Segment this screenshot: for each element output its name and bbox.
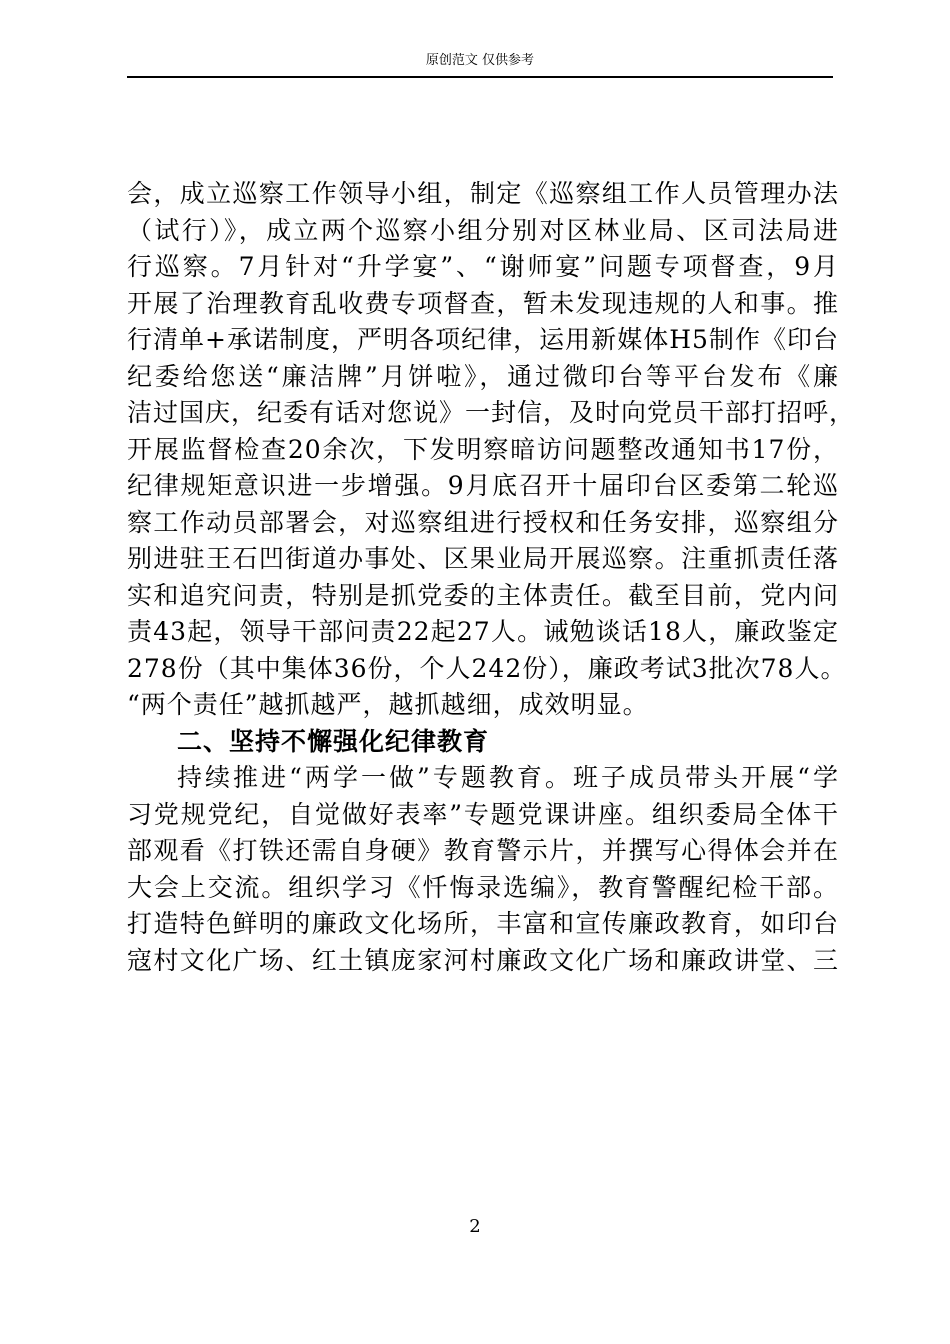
body-line: 纪律规矩意识进一步增强。9月底召开十届印台区委第二轮巡 <box>127 471 839 500</box>
body-line: 别进驻王石凹街道办事处、区果业局开展巡察。注重抓责任落 <box>127 544 839 573</box>
body-line: 278份（其中集体36份，个人242份），廉政考试3批次78人。 <box>127 653 847 683</box>
section-heading: 二、坚持不懈强化纪律教育 <box>177 726 490 756</box>
body-line: 开展监督检查20余次，下发明察暗访问题整改通知书17份， <box>127 434 839 464</box>
body-line: 洁过国庆，纪委有话对您说》一封信，及时向党员干部打招呼， <box>127 398 856 427</box>
body-line: 实和追究问责，特别是抓党委的主体责任。截至目前，党内问 <box>127 580 839 610</box>
body-line: 责43起，领导干部问责22起27人。诫勉谈话18人，廉政鉴定 <box>127 617 839 646</box>
body-line: 寇村文化广场、红土镇庞家河村廉政文化广场和廉政讲堂、三 <box>127 945 839 975</box>
body-line: 纪委给您送“廉洁牌”月饼啦》，通过微印台等平台发布《廉 <box>127 361 839 391</box>
page-header <box>127 50 833 78</box>
body-line: 察工作动员部署会，对巡察组进行授权和任务安排，巡察组分 <box>127 507 839 537</box>
body-line: 打造特色鲜明的廉政文化场所，丰富和宣传廉政教育，如印台 <box>127 909 839 938</box>
body-line: “两个责任”越抓越严，越抓越细，成效明显。 <box>127 690 649 719</box>
body-line: 会，成立巡察工作领导小组，制定《巡察组工作人员管理办法 <box>127 179 839 208</box>
body-line: 行清单+承诺制度，严明各项纪律，运用新媒体H5制作《印台 <box>127 325 839 354</box>
header-text: 原创范文 仅供参考 <box>425 53 535 68</box>
body-line: （试行）》，成立两个巡察小组分别对区林业局、区司法局进 <box>127 215 839 245</box>
body-line: 部观看《打铁还需自身硬》教育警示片，并撰写心得体会并在 <box>127 836 839 865</box>
body-line: 开展了治理教育乱收费专项督查，暂未发现违规的人和事。推 <box>127 288 839 318</box>
body-line: 大会上交流。组织学习《忏悔录选编》，教育警醒纪检干部。 <box>127 872 839 902</box>
document-body <box>127 176 856 979</box>
body-line: 行巡察。7月针对“升学宴”、“谢师宴”问题专项督查，9月 <box>127 252 839 281</box>
body-line: 习党规党纪，自觉做好表率”专题党课讲座。组织委局全体干 <box>127 799 839 829</box>
page-number: 2 <box>469 1216 481 1237</box>
body-line: 持续推进“两学一做”专题教育。班子成员带头开展“学 <box>177 763 839 792</box>
